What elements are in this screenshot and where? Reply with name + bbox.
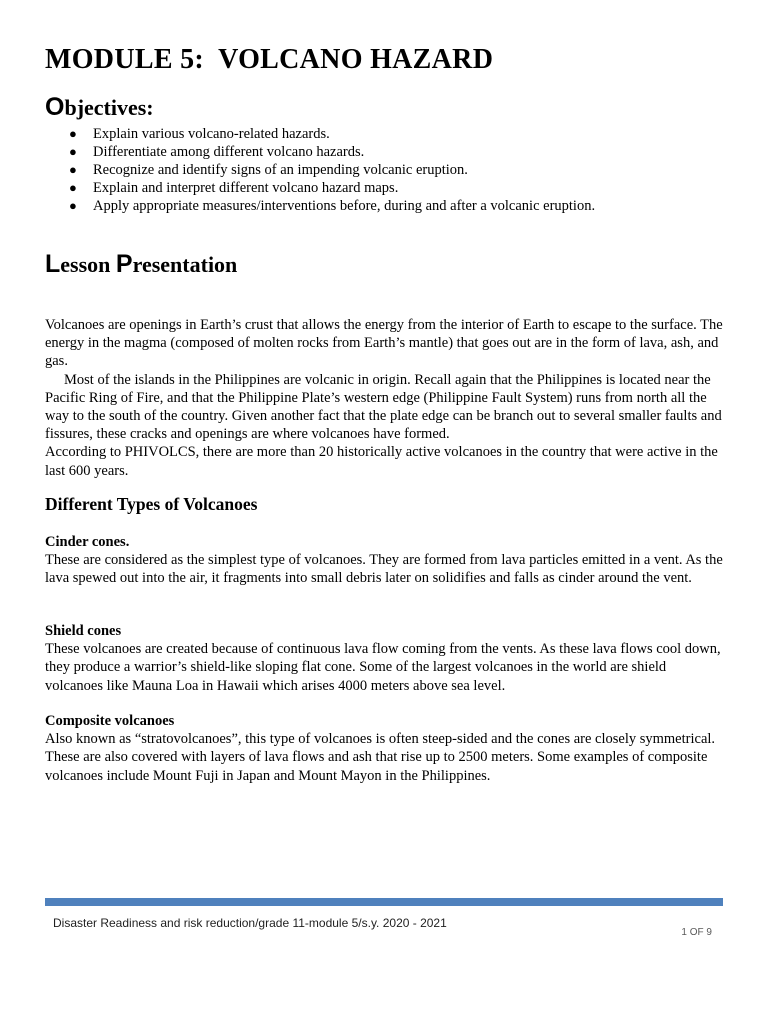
- volcano-type-text: These are considered as the simplest type of volcanoes. They are formed from lava particles emitted in a vent. As the lava spewed out into the air, it fragments into small debris later on solidifies and falls as cinder around the vent.: [45, 552, 723, 587]
- intro-paragraph-2: Most of the islands in the Philippines are volcanic in origin. Recall again that the Philippines is located near the Pacific Ring of Fire, and that the Philippine Plate’s western edge (Philippine Fault System) runs from north all the way to the south of the country. Given another fact that the plate edge can be branch out to several smaller faults and fissures, these cracks and openings are where volcanoes have formed.: [45, 371, 722, 443]
- objective-item: [45, 179, 595, 197]
- objective-text: Apply appropriate measures/interventions before, during and after a volcanic eruption.: [93, 198, 596, 214]
- volcano-type-title: Shield cones: [45, 623, 122, 639]
- bullet-icon: ●: [69, 144, 77, 159]
- objectives-list: [45, 125, 595, 215]
- lesson-heading-cap-p: P: [115, 250, 133, 278]
- intro-paragraph-1: Volcanoes are openings in Earth’s crust that allows the energy from the interior of Earth to escape to the surface. The energy in the magma (composed of molten rocks from Earth’s mantle) that goes out are in the form of lava, ash, and gas.: [45, 317, 723, 370]
- lesson-heading-rest-1: esson: [60, 252, 116, 277]
- footer-divider-bar: [45, 898, 723, 906]
- module-title: MODULE 5: VOLCANO HAZARD: [45, 44, 494, 75]
- volcano-type-title: Composite volcanoes: [45, 713, 175, 729]
- objective-item: [45, 143, 595, 161]
- volcano-type-shield-cones: [45, 622, 723, 695]
- volcano-type-composite: [45, 712, 723, 785]
- footer-course-info: Disaster Readiness and risk reduction/grade 11-module 5/s.y. 2020 - 2021: [53, 916, 447, 930]
- lesson-intro: [45, 316, 723, 480]
- volcano-type-title: Cinder cones.: [45, 534, 130, 550]
- lesson-presentation-heading: [45, 250, 237, 279]
- objective-text: Differentiate among different volcano hazards.: [93, 144, 365, 160]
- objectives-heading: [45, 93, 154, 122]
- lesson-heading-cap-l: L: [45, 250, 61, 278]
- lesson-heading-rest-2: resentation: [132, 252, 238, 277]
- objective-text: Explain various volcano-related hazards.: [93, 126, 330, 142]
- footer-page-number: 1 OF 9: [681, 927, 712, 938]
- bullet-icon: ●: [69, 162, 77, 177]
- volcano-type-cinder-cones: [45, 533, 723, 588]
- bullet-icon: ●: [69, 126, 77, 141]
- volcano-type-text: These volcanoes are created because of continuous lava flow coming from the vents. As these lava flows cool down, they produce a warrior’s shield-like sloping flat cone. Some of the largest volcanoes in the world are shield volcanoes like Mauna Loa in Hawaii which arises 4000 meters above sea level.: [45, 641, 721, 694]
- objective-text: Explain and interpret different volcano hazard maps.: [93, 180, 399, 196]
- objective-item: [45, 125, 595, 143]
- objectives-heading-rest: bjectives:: [64, 95, 154, 120]
- intro-paragraph-3: According to PHIVOLCS, there are more than 20 historically active volcanoes in the country that were active in the last 600 years.: [45, 444, 718, 479]
- bullet-icon: ●: [69, 198, 77, 213]
- objectives-heading-cap: O: [45, 93, 65, 121]
- objective-item: [45, 161, 595, 179]
- volcano-types-heading: Different Types of Volcanoes: [45, 494, 258, 514]
- objective-text: Recognize and identify signs of an impending volcanic eruption.: [93, 162, 468, 178]
- objective-item: [45, 197, 595, 215]
- volcano-type-text: Also known as “stratovolcanoes”, this type of volcanoes is often steep-sided and the cones are closely symmetrical. These are also covered with layers of lava flows and ash that rise up to 2500 meters. Some examples of composite volcanoes include Mount Fuji in Japan and Mount Mayon in the Philippines.: [45, 731, 716, 784]
- bullet-icon: ●: [69, 180, 77, 195]
